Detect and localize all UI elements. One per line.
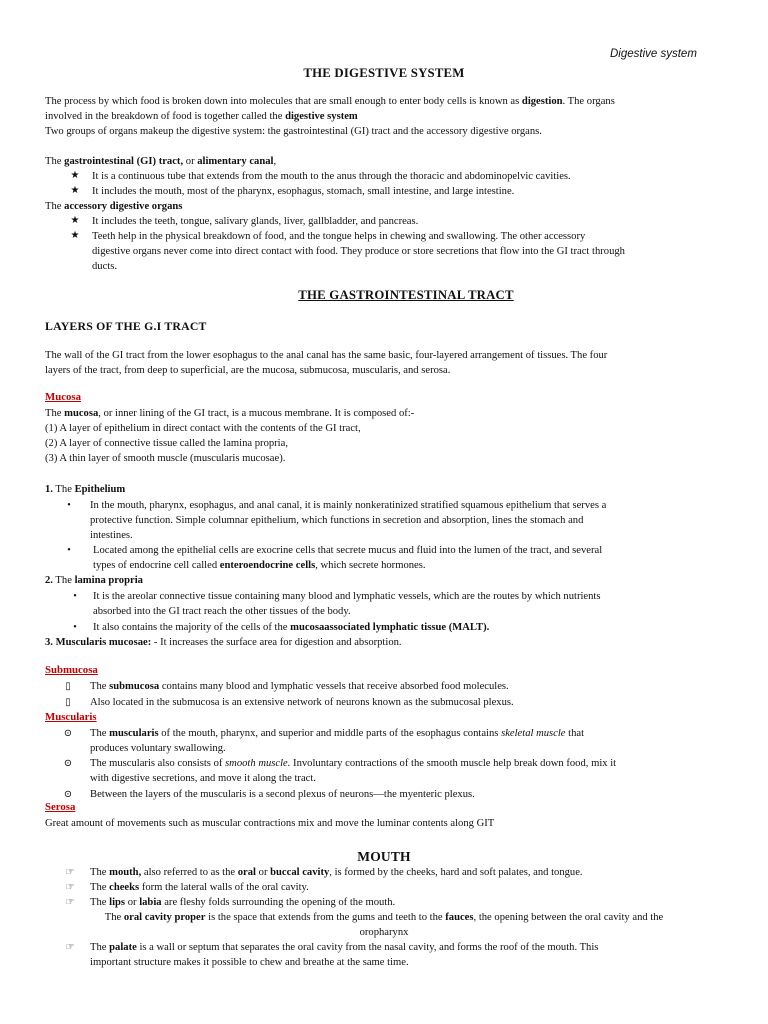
bold-text: mucosa [64, 408, 99, 419]
intro-line-2 [45, 109, 358, 124]
layers-para-1: The wall of the GI tract from the lower esophagus to the anal canal has the same basic, four-layered arrangement of tissues. The four [45, 350, 608, 361]
bold-text: accessory digestive organs [64, 201, 183, 212]
list-item-cont [93, 558, 426, 573]
list-item [90, 895, 395, 910]
bold-text: lamina propria [74, 575, 143, 586]
bold-text: mucosaassociated lymphatic tissue (MALT). [290, 622, 490, 633]
list-item: In the mouth, pharynx, esophagus, and anal canal, it is mainly nonkeratinized stratified squamous epithelium that serves a [90, 500, 607, 511]
muscularis-mucosae [45, 635, 402, 650]
list-item: It includes the mouth, most of the pharynx, esophagus, stomach, small intestine, and large intestine. [92, 186, 515, 197]
text: The [90, 882, 107, 893]
box-bullet-icon: ▯ [65, 681, 71, 692]
list-item [90, 679, 509, 694]
text: also referred to as the [143, 867, 236, 878]
oral-cavity-proper [0, 910, 768, 925]
intro-bold: digestion [521, 96, 563, 107]
serosa-text: Great amount of movements such as muscular contractions mix and move the luminar contents along GIT [45, 818, 495, 829]
text: is a wall or septum that separates the oral cavity from the nasal cavity, and forms the roof of the mouth. This [139, 942, 599, 953]
text: is the space that extends from the gums and teeth to the [208, 912, 443, 923]
text: The [104, 912, 122, 923]
star-bullet-icon: ★ [70, 215, 80, 226]
text: , which secrete hormones. [315, 560, 426, 571]
intro-line-1 [45, 94, 615, 109]
text: The [90, 897, 107, 908]
star-bullet-icon: ★ [70, 185, 80, 196]
bold-text: mouth, [109, 867, 142, 878]
bold-text: lips [109, 897, 126, 908]
text: Involuntary contractions of the smooth muscle help break down food, mix it [293, 758, 617, 769]
bold-text: buccal cavity [270, 867, 330, 878]
text: The [90, 728, 107, 739]
bold-text: alimentary canal [197, 156, 274, 167]
list-item-cont: produces voluntary swallowing. [90, 743, 226, 754]
accessory-intro [45, 199, 182, 214]
text: , or inner lining of the GI tract, is a mucous membrane. It is composed of:- [98, 408, 415, 419]
mucosa-line [45, 406, 414, 421]
bold-text: oral [237, 867, 256, 878]
text: of the mouth, pharynx, and superior and middle parts of the esophagus contains [161, 728, 499, 739]
text: , is formed by the cheeks, hard and soft palates, and tongue. [329, 867, 583, 878]
list-item: Located among the epithelial cells are exocrine cells that secrete mucus and fluid into the lumen of the tract, and several [93, 545, 603, 556]
mucosa-item: (2) A layer of connective tissue called the lamina propria, [45, 438, 288, 449]
section-title-mouth: MOUTH [357, 849, 411, 864]
dot-bullet-icon: • [73, 622, 77, 633]
dot-bullet-icon: • [73, 591, 77, 602]
list-item [90, 940, 598, 955]
target-bullet-icon: ⊙ [63, 758, 73, 769]
hand-bullet-icon: ☞ [65, 897, 75, 908]
intro-text: . The organs [562, 96, 615, 107]
muscularis-heading: Muscularis [45, 711, 97, 723]
list-item [93, 620, 489, 635]
list-item [90, 880, 309, 895]
dot-bullet-icon: • [67, 500, 71, 511]
list-item-cont: important structure makes it possible to chew and breathe at the same time. [90, 957, 409, 968]
text: that [568, 728, 585, 739]
mucosa-item: (1) A layer of epithelium in direct contact with the contents of the GI tract, [45, 423, 361, 434]
text: The [90, 942, 107, 953]
bold-text: submucosa [109, 681, 160, 692]
text: The muscularis also consists of [90, 758, 223, 769]
layers-para-2: layers of the tract, from deep to superficial, are the mucosa, submucosa, muscularis, and serosa. [45, 365, 451, 376]
list-item-cont: protective function. Simple columnar epithelium, which functions in secretion and absorption, lines the stomach and [90, 515, 584, 526]
text: The [55, 484, 72, 495]
epithelium-heading [45, 482, 125, 497]
bold-text: labia [139, 897, 162, 908]
star-bullet-icon: ★ [70, 230, 80, 241]
list-item-cont: with digestive secretions, and move it along the tract. [90, 773, 316, 784]
lamina-heading [45, 573, 143, 588]
text: The [90, 867, 107, 878]
list-item [90, 756, 616, 771]
section-title-gi-tract: THE GASTROINTESTINAL TRACT [298, 288, 514, 302]
bold-text: cheeks [109, 882, 140, 893]
list-item-cont: ducts. [92, 261, 118, 272]
bold-text: palate [109, 942, 137, 953]
list-item-cont: absorbed into the GI tract reach the other tissues of the body. [93, 606, 351, 617]
list-item: It includes the teeth, tongue, salivary glands, liver, gallbladder, and pancreas. [92, 216, 419, 227]
bold-text: gastrointestinal (GI) tract, [64, 156, 184, 167]
bold-text: Epithelium [74, 484, 126, 495]
hand-bullet-icon: ☞ [65, 882, 75, 893]
page-header: Digestive system [610, 48, 697, 60]
text: - It increases the surface area for digestion and absorption. [153, 637, 402, 648]
bold-text: fauces [445, 912, 474, 923]
list-item: It is the areolar connective tissue containing many blood and lymphatic vessels, which are the routes by which nutrients [93, 591, 601, 602]
mucosa-heading: Mucosa [45, 391, 81, 403]
text: , [273, 156, 277, 167]
italic-text: smooth muscle. [225, 758, 291, 769]
text: The [55, 575, 72, 586]
bold-text: enteroendocrine cells [219, 560, 316, 571]
list-item [90, 865, 583, 880]
list-item: Between the layers of the muscularis is a second plexus of neurons—the myenteric plexus. [90, 789, 475, 800]
box-bullet-icon: ▯ [65, 697, 71, 708]
intro-line-3: Two groups of organs makeup the digestive system: the gastrointestinal (GI) tract and the accessory digestive organs. [45, 126, 542, 137]
italic-text: skeletal muscle [501, 728, 566, 739]
submucosa-heading: Submucosa [45, 664, 98, 676]
text: The [90, 681, 107, 692]
list-item: It is a continuous tube that extends from the mouth to the anus through the thoracic and abdominopelvic cavities. [92, 171, 571, 182]
oral-cavity-proper-cont: oropharynx [359, 927, 409, 938]
list-item-cont: digestive organs never come into direct contact with food. They produce or store secretions that flow into the GI tract through [92, 246, 625, 257]
intro-text: The process by which food is broken down into molecules that are small enough to enter body cells is known as [45, 96, 520, 107]
text: form the lateral walls of the oral cavity. [141, 882, 309, 893]
serosa-heading: Serosa [45, 801, 76, 813]
list-item-cont: intestines. [90, 530, 133, 541]
text: or [127, 897, 137, 908]
bold-text: muscularis [109, 728, 159, 739]
target-bullet-icon: ⊙ [63, 728, 73, 739]
target-bullet-icon: ⊙ [63, 789, 73, 800]
hand-bullet-icon: ☞ [65, 867, 75, 878]
gi-intro [45, 154, 276, 169]
star-bullet-icon: ★ [70, 170, 80, 181]
list-item [90, 726, 584, 741]
bold-text: 3. Muscularis mucosae: [45, 637, 152, 648]
list-item: Also located in the submucosa is an extensive network of neurons known as the submucosal plexus. [90, 697, 514, 708]
section-title-layers: LAYERS OF THE G.I TRACT [45, 319, 207, 333]
mucosa-item: (3) A thin layer of smooth muscle (muscularis mucosae). [45, 453, 286, 464]
number: 2. [45, 575, 53, 586]
text: The [45, 408, 62, 419]
page-title: THE DIGESTIVE SYSTEM [303, 66, 465, 80]
list-item: Teeth help in the physical breakdown of food, and the tongue helps in chewing and swallowing. The other accessory [92, 231, 586, 242]
text: contains many blood and lymphatic vessels that receive absorbed food molecules. [161, 681, 509, 692]
hand-bullet-icon: ☞ [65, 942, 75, 953]
text: , the opening between the oral cavity and the [473, 912, 664, 923]
number: 1. [45, 484, 53, 495]
intro-text: involved in the breakdown of food is together called the [45, 111, 283, 122]
text: or [258, 867, 268, 878]
text: It also contains the majority of the cells of the [93, 622, 288, 633]
text: The [45, 156, 62, 167]
text: or [185, 156, 195, 167]
text: The [45, 201, 62, 212]
intro-bold: digestive system [285, 111, 358, 122]
dot-bullet-icon: • [67, 545, 71, 556]
bold-text: oral cavity proper [123, 912, 206, 923]
text: types of endocrine cell called [93, 560, 218, 571]
text: are fleshy folds surrounding the opening of the mouth. [164, 897, 396, 908]
